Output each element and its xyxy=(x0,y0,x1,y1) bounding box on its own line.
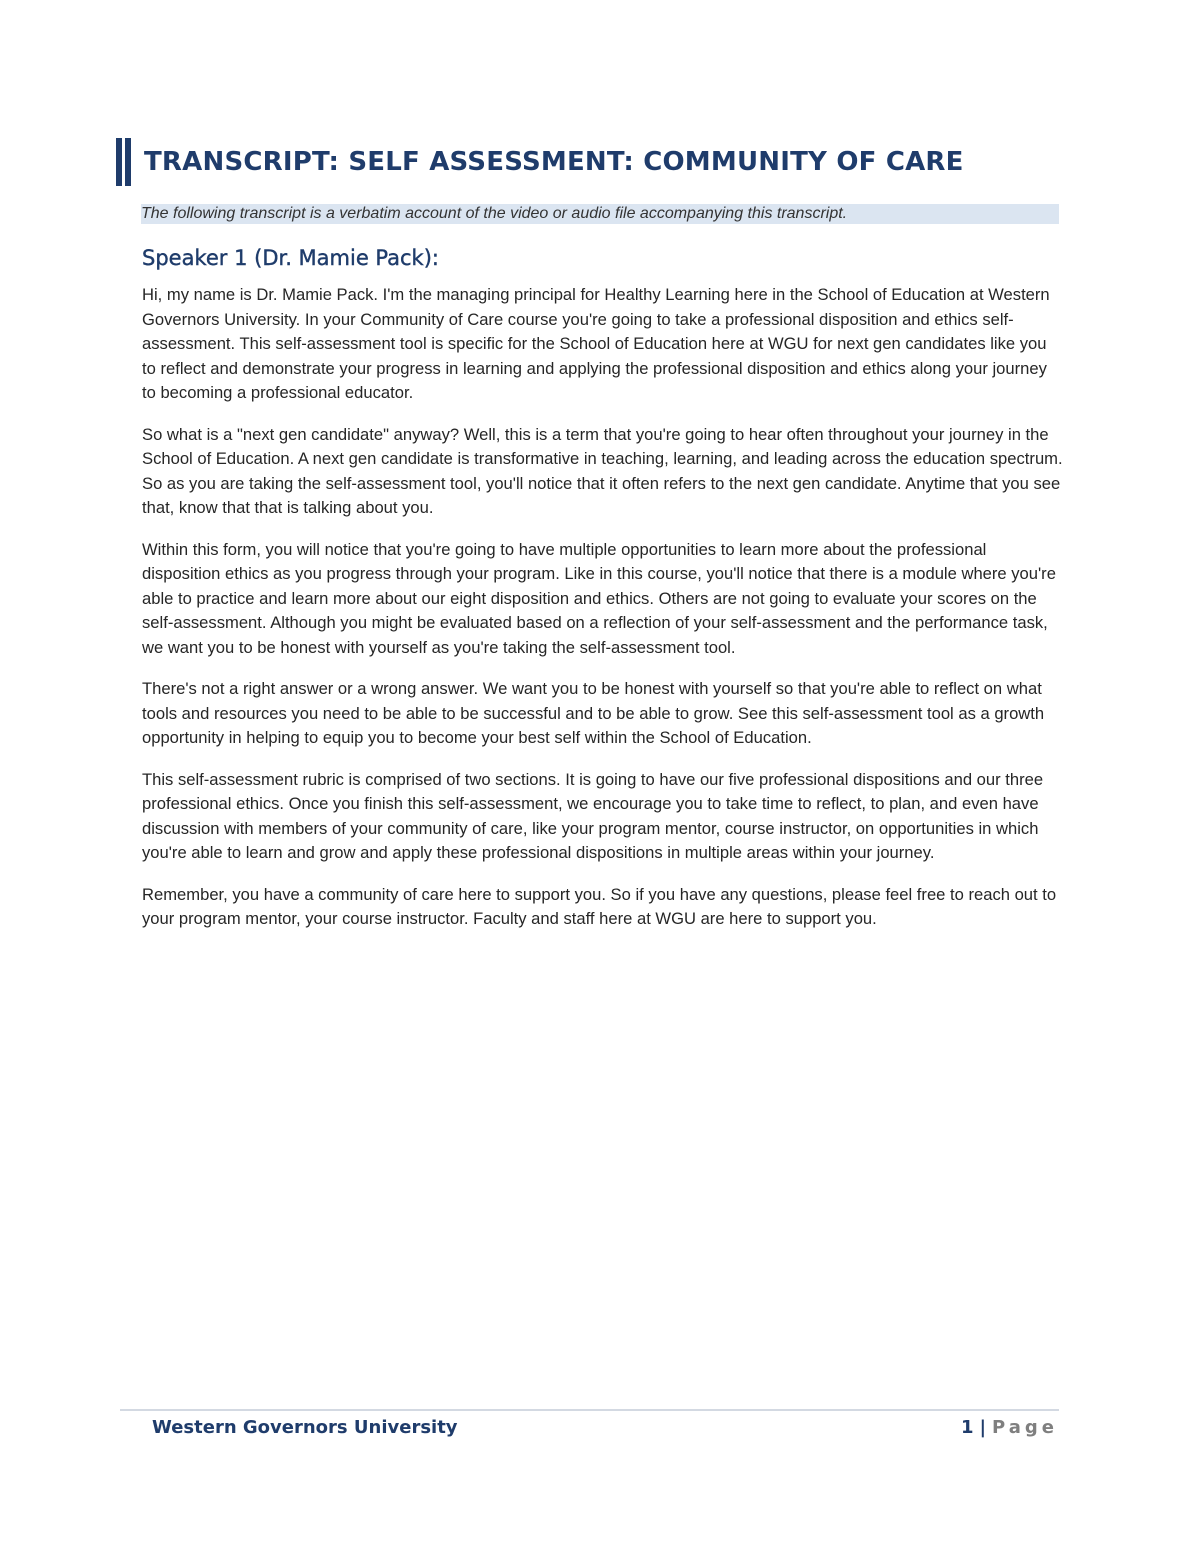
speaker-heading: Speaker 1 (Dr. Mamie Pack): xyxy=(142,246,439,270)
transcript-paragraph: Within this form, you will notice that you're going to have multiple opportunities to learn more about the professional disposition ethics as you progress through your program. Like in this course, you'll notice that there is a module where you're able to practice and learn more about our eight disposition and ethics. Others are not going to evaluate your scores on the self-assessment. Although you might be evaluated based on a reflection of your self-assessment and the performance task, we want you to be honest with yourself as you're taking the self-assessment tool. xyxy=(142,539,1056,657)
footer-divider xyxy=(120,1409,1059,1411)
title-accent-bars xyxy=(116,138,134,186)
footer-page-indicator xyxy=(961,1417,1058,1438)
page-label: Page xyxy=(992,1417,1058,1438)
footer-organization: Western Governors University xyxy=(152,1417,458,1438)
transcript-body xyxy=(142,283,1064,949)
title-accent-bar xyxy=(116,138,122,186)
transcript-paragraph: There's not a right answer or a wrong answer. We want you to be honest with yourself so that you're able to reflect on what tools and resources you need to be able to be successful and to be able to grow. See this self-assessment tool as a growth opportunity in helping to equip you to become your best self within the School of Education. xyxy=(142,679,1045,747)
title-block xyxy=(116,138,964,186)
transcript-paragraph: Remember, you have a community of care here to support you. So if you have any questions, please feel free to reach out to your program mentor, your course instructor. Faculty and staff here at WGU are here to support you. xyxy=(142,884,1057,928)
transcript-paragraph: This self-assessment rubric is comprised of two sections. It is going to have our five professional dispositions and our three professional ethics. Once you finish this self-assessment, we encourage you to take time to reflect, to plan, and even have discussion with members of your community of care, like your program mentor, course instructor, on opportunities in which you're able to learn and grow and apply these professional dispositions in multiple areas within your journey. xyxy=(142,769,1044,862)
page-separator: | xyxy=(979,1417,987,1438)
page-number: 1 xyxy=(960,1417,974,1438)
subtitle-band xyxy=(141,204,1059,224)
transcript-paragraph: So what is a "next gen candidate" anyway? Well, this is a term that you're going to hear often throughout your journey in the School of Education. A next gen candidate is transformative in teaching, learning, and leading across the education spectrum. So as you are taking the self-assessment tool, you'll notice that it often refers to the next gen candidate. Anytime that you see that, know that that is talking about you. xyxy=(142,424,1063,517)
document-subtitle: The following transcript is a verbatim account of the video or audio file accompanying this transcript. xyxy=(141,205,848,222)
document-title: TRANSCRIPT: SELF ASSESSMENT: COMMUNITY OF CARE xyxy=(144,147,964,177)
transcript-paragraph: Hi, my name is Dr. Mamie Pack. I'm the managing principal for Healthy Learning here in the School of Education at Western Governors University. In your Community of Care course you're going to take a professional disposition and ethics self-assessment. This self-assessment tool is specific for the School of Education here at WGU for next gen candidates like you to reflect and demonstrate your progress in learning and applying the professional disposition and ethics along your journey to becoming a professional educator. xyxy=(142,285,1050,402)
title-accent-bar xyxy=(125,138,131,186)
